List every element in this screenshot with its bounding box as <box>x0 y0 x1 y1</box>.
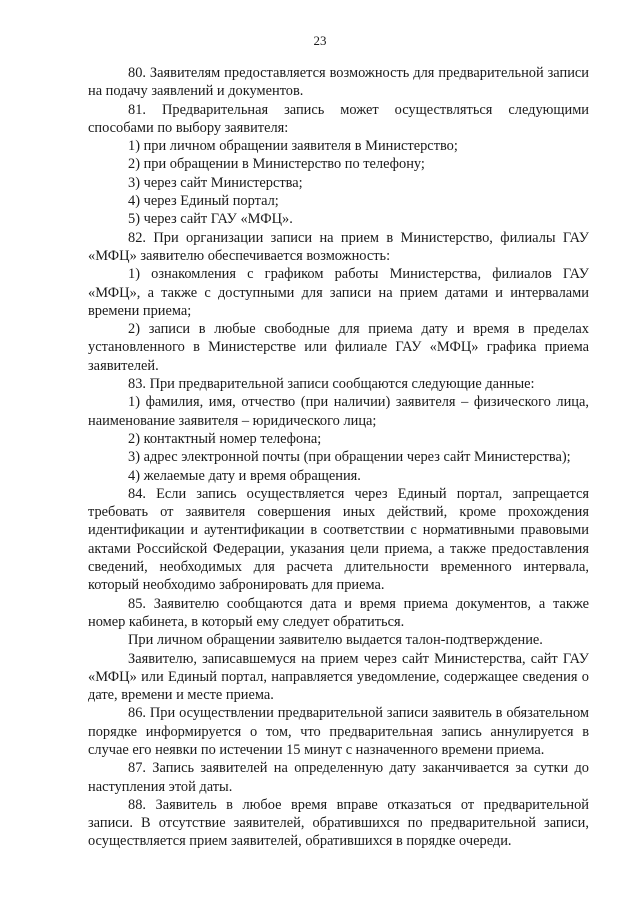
paragraph-88: 88. Заявитель в любое время вправе отказаться от предварительной записи. В отсутствие заявителей, обратившихся по предварительной записи, осуществляется прием заявителей, обратившихся в порядке очереди. <box>88 796 589 850</box>
paragraph: При личном обращении заявителю выдается талон-подтверждение. <box>128 632 543 649</box>
page-number: 23 <box>313 33 327 48</box>
list-item: 3) адрес электронной почты (при обращении через сайт Министерства); <box>128 449 571 466</box>
list-item: 5) через сайт ГАУ «МФЦ». <box>128 211 293 228</box>
list-item: 1) при личном обращении заявителя в Министерство; <box>128 138 458 155</box>
document-body <box>88 64 589 851</box>
paragraph-82: 82. При организации записи на прием в Министерство, филиалы ГАУ «МФЦ» заявителю обеспечивается возможность: <box>88 229 589 264</box>
paragraph-84: 84. Если запись осуществляется через Единый портал, запрещается требовать от заявителя совершения иных действий, кроме прохождения идентификации и аутентификации в соответствии с нормативными правовыми актами Российской Федерации, указания цели приема, а также предоставления сведений, необходимых для расчета длительности временного интервала, который необходимо забронировать для приема. <box>88 485 589 594</box>
list-item: 1) фамилия, имя, отчество (при наличии) заявителя – физического лица, наименование заявителя – юридического лица; <box>88 394 589 429</box>
list-item: 2) при обращении в Министерство по телефону; <box>128 156 425 173</box>
paragraph-80: 80. Заявителям предоставляется возможность для предварительной записи на подачу заявлений и документов. <box>88 65 589 100</box>
paragraph-83: 83. При предварительной записи сообщаются следующие данные: <box>128 376 535 393</box>
list-item: 4) желаемые дату и время обращения. <box>128 467 361 484</box>
list-item: 2) записи в любые свободные для приема дату и время в пределах установленного в Министерстве или филиале ГАУ «МФЦ» графика приема заявителей. <box>88 321 589 374</box>
paragraph-81: 81. Предварительная запись может осуществляться следующими способами по выбору заявителя: <box>88 101 589 136</box>
paragraph-85: 85. Заявителю сообщаются дата и время приема документов, а также номер кабинета, в который ему следует обратиться. <box>88 595 589 630</box>
list-item: 1) ознакомления с графиком работы Министерства, филиалов ГАУ «МФЦ», а также с доступными для записи на прием датами и интервалами времени приема; <box>88 266 589 319</box>
paragraph-87: 87. Запись заявителей на определенную дату заканчивается за сутки до наступления этой даты. <box>88 760 589 795</box>
list-item: 3) через сайт Министерства; <box>128 174 303 191</box>
paragraph: Заявителю, записавшемуся на прием через сайт Министерства, сайт ГАУ «МФЦ» или Единый портал, направляется уведомление, содержащее сведения о дате, времени и месте приема. <box>88 650 589 704</box>
list-item: 4) через Единый портал; <box>128 193 279 210</box>
paragraph-86: 86. При осуществлении предварительной записи заявитель в обязательном порядке информируется о том, что предварительная запись аннулируется в случае его неявки по истечении 15 минут с назначенного времени приема. <box>88 705 589 758</box>
list-item: 2) контактный номер телефона; <box>128 430 322 447</box>
